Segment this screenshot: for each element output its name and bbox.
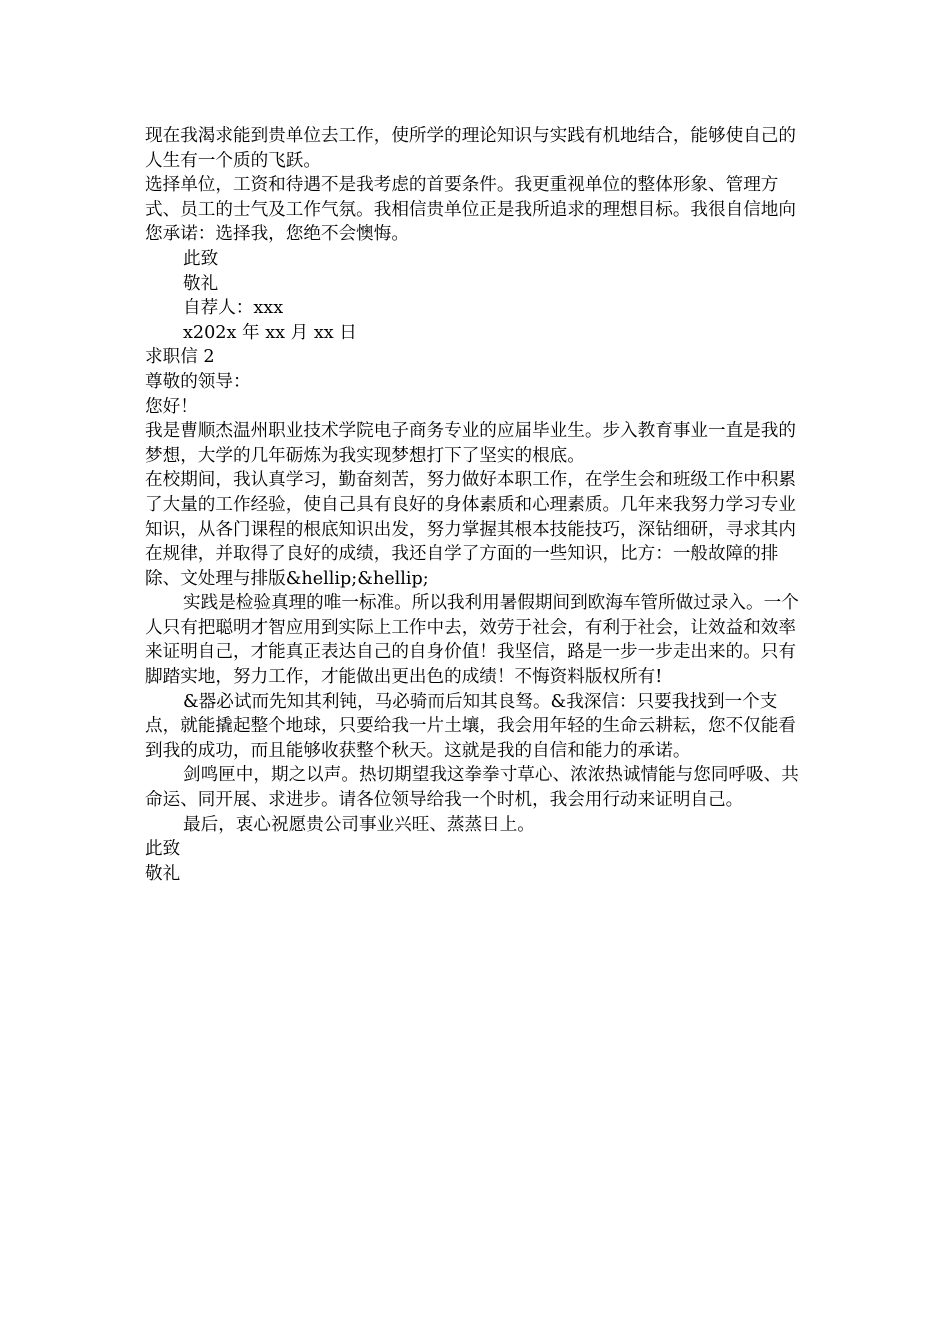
closing-jingli-2: 敬礼 (145, 863, 181, 884)
paragraph-wishes: 最后，衷心祝愿贵公司事业兴旺、蒸蒸日上。 (183, 814, 535, 835)
paragraph-practice: 实践是检验真理的唯一标准。所以我利用暑假期间到欧海车管所做过录入。一个人只有把聪明才智应用到实际上工作中去，效劳于社会，有利于社会，让效益和效率来证明自己，才能真正表达自己的自身价值！我坚信，路是一步一步走出来的。只有脚踏实地，努力工作，才能做出更出色的成绩！不悔资料版权所有! (145, 593, 799, 688)
paragraph-belief: &器必试而先知其利钝，马必骑而后知其良驽。&我深信：只要我找到一个支点，就能撬起整个地球，只要给我一片土壤，我会用年轻的生命云耕耘，您不仅能看到我的成功，而且能够收获整个秋天。这就是我的自信和能力的承诺。 (145, 691, 796, 761)
closing-cizhi-2: 此致 (145, 839, 181, 860)
closing-jingli: 敬礼 (183, 273, 219, 294)
paragraph-intro: 我是曹顺杰温州职业技术学院电子商务专业的应届毕业生。步入教育事业一直是我的梦想，大学的几年砺炼为我实现梦想打下了坚实的根底。 (145, 421, 796, 466)
paragraph-unit-choice: 选择单位，工资和待遇不是我考虑的首要条件。我更重视单位的整体形象、管理方式、员工的士气及工作气氛。我相信贵单位正是我所追求的理想目标。我很自信地向您承诺：选择我，您绝不会懊悔。 (145, 175, 796, 245)
section-title: 求职信 2 (145, 347, 215, 368)
paragraph-aspiration: 现在我渴求能到贵单位去工作，使所学的理论知识与实践有机地结合，能够使自己的人生有一个质的飞跃。 (145, 126, 796, 171)
signature-date: x202x 年 xx 月 xx 日 (183, 322, 357, 343)
document-page (145, 124, 810, 886)
paragraph-hope: 剑鸣匣中，期之以声。热切期望我这拳拳寸草心、浓浓热诚情能与您同呼吸、共命运、同开展、求进步。请各位领导给我一个时机，我会用行动来证明自己。 (145, 765, 799, 811)
salutation: 尊敬的领导： (145, 371, 251, 392)
signature-name: 自荐人：xxx (183, 298, 284, 319)
greeting: 您好！ (145, 396, 198, 417)
closing-cizhi: 此致 (183, 248, 219, 269)
paragraph-school: 在校期间，我认真学习，勤奋刻苦，努力做好本职工作，在学生会和班级工作中积累了大量的工作经验，使自己具有良好的身体素质和心理素质。几年来我努力学习专业知识，从各门课程的根底知识出发，努力掌握其根本技能技巧，深钻细研，寻求其内在规律，并取得了良好的成绩，我还自学了方面的一些知识，比方：一般故障的排除、文处理与排版&hellip;&hellip; (145, 470, 796, 589)
